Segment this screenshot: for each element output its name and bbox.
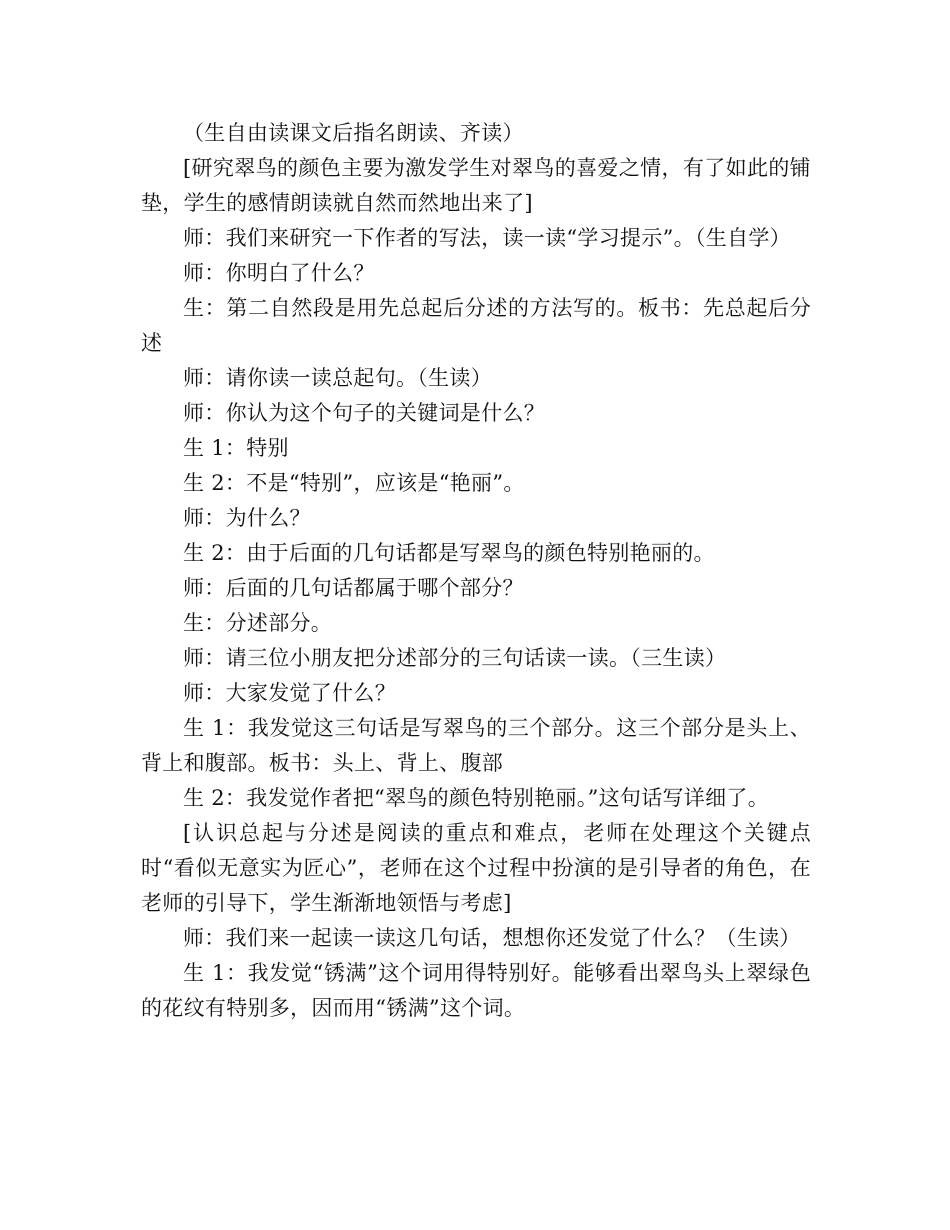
paragraph-dialogue: 生 1：特别 [183,436,289,460]
paragraph-dialogue: 师：你认为这个句子的关键词是什么？ [183,401,546,425]
paragraph-dialogue: 生 1：我发觉“锈满”这个词用得特别好。能够看出翠鸟头上翠绿色的花纹有特别多，因而用“锈满”这个词。 [141,961,811,1020]
paragraph-dialogue: 师：为什么？ [183,506,311,530]
paragraph-dialogue: 师：我们来一起读一读这几句话，想想你还发觉了什么？（生读） [183,926,801,950]
paragraph-dialogue: 生 2：不是“特别”，应该是“艳丽”。 [183,471,525,495]
paragraph-dialogue: 生 1：我发觉这三句话是写翠鸟的三个部分。这三个部分是头上、背上和腹部。板书：头上、背上、腹部 [141,716,811,775]
paragraph-dialogue: 师：大家发觉了什么？ [183,681,396,705]
paragraph-dialogue: 生 2：由于后面的几句话都是写翠鸟的颜色特别艳丽的。 [183,541,715,565]
paragraph-commentary: [研究翠鸟的颜色主要为激发学生对翠鸟的喜爱之情，有了如此的铺垫，学生的感情朗读就自然而然地出来了] [141,156,811,215]
paragraph-dialogue: 师：请三位小朋友把分述部分的三句话读一读。（三生读） [183,646,727,670]
paragraph-dialogue: 师：后面的几句话都属于哪个部分？ [183,576,524,600]
paragraph-dialogue: 师：请你读一读总起句。（生读） [183,366,492,390]
paragraph-dialogue: 生：第二自然段是用先总起后分述的方法写的。板书：先总起后分述 [141,296,811,355]
paragraph-commentary: [认识总起与分述是阅读的重点和难点，老师在处理这个关键点时“看似无意实为匠心”，老师在这个过程中扮演的是引导者的角色，在老师的引导下，学生渐渐地领悟与考虑] [141,821,811,915]
paragraph-reading-instruction: （生自由读课文后指名朗读、齐读） [183,121,524,145]
paragraph-dialogue: 生 2：我发觉作者把“翠鸟的颜色特别艳丽。”这句话写详细了。 [183,786,770,810]
paragraph-dialogue: 师：你明白了什么？ [183,261,375,285]
paragraph-dialogue: 师：我们来研究一下作者的写法，读一读“学习提示”。（生自学） [183,226,791,250]
paragraph-dialogue: 生：分述部分。 [183,611,333,635]
document-page [141,116,811,1026]
